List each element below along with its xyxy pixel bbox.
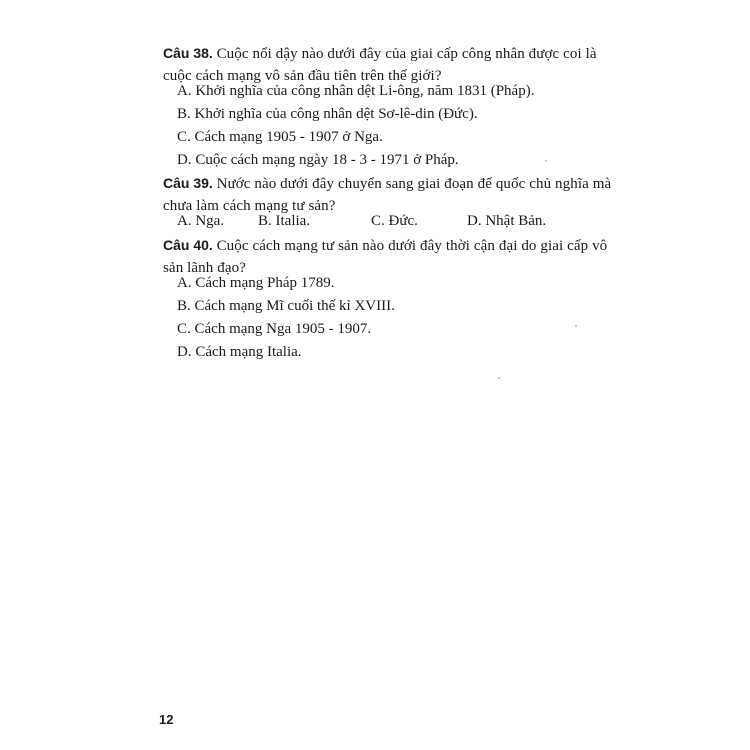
question-text: Nước nào dưới đây chuyển sang giai đoạn đế quốc chủ nghĩa mà chưa làm cách mạng tư sản? (163, 176, 612, 214)
q38-option-c: C. Cách mạng 1905 - 1907 ở Nga. (177, 129, 383, 145)
scan-speck (575, 325, 577, 327)
page-number: 12 (159, 712, 174, 727)
question-text: Cuộc cách mạng tư sản nào dưới đây thời cận đại do giai cấp vô sản lãnh đạo? (163, 238, 608, 276)
q39-option-b: B. Italia. (258, 213, 311, 229)
q39-option-d: D. Nhật Bản. (467, 213, 547, 229)
q40-option-b: B. Cách mạng Mĩ cuối thế kỉ XVIII. (177, 298, 395, 314)
question-label: Câu 40. (163, 237, 213, 253)
q40-option-d: D. Cách mạng Italia. (177, 344, 302, 360)
question-label: Câu 38. (163, 45, 213, 61)
scan-speck (498, 377, 500, 379)
q39-option-a: A. Nga. (177, 213, 225, 229)
q39-option-c: C. Đức. (371, 213, 418, 229)
q40-option-c: C. Cách mạng Nga 1905 - 1907. (177, 321, 372, 337)
q38-option-b: B. Khởi nghĩa của công nhân dệt Sơ-lê-din (Đức). (177, 106, 478, 122)
q38-option-a: A. Khởi nghĩa của công nhân dệt Li-ông, năm 1831 (Pháp). (177, 83, 535, 99)
question-label: Câu 39. (163, 175, 213, 191)
scan-speck (545, 160, 547, 162)
question-text: Cuộc nổi dậy nào dưới đây của giai cấp công nhân được coi là cuộc cách mạng vô sản đầu tiên trên thế giới? (163, 46, 597, 84)
q40-option-a: A. Cách mạng Pháp 1789. (177, 275, 335, 291)
q38-option-d: D. Cuộc cách mạng ngày 18 - 3 - 1971 ở Pháp. (177, 152, 459, 168)
